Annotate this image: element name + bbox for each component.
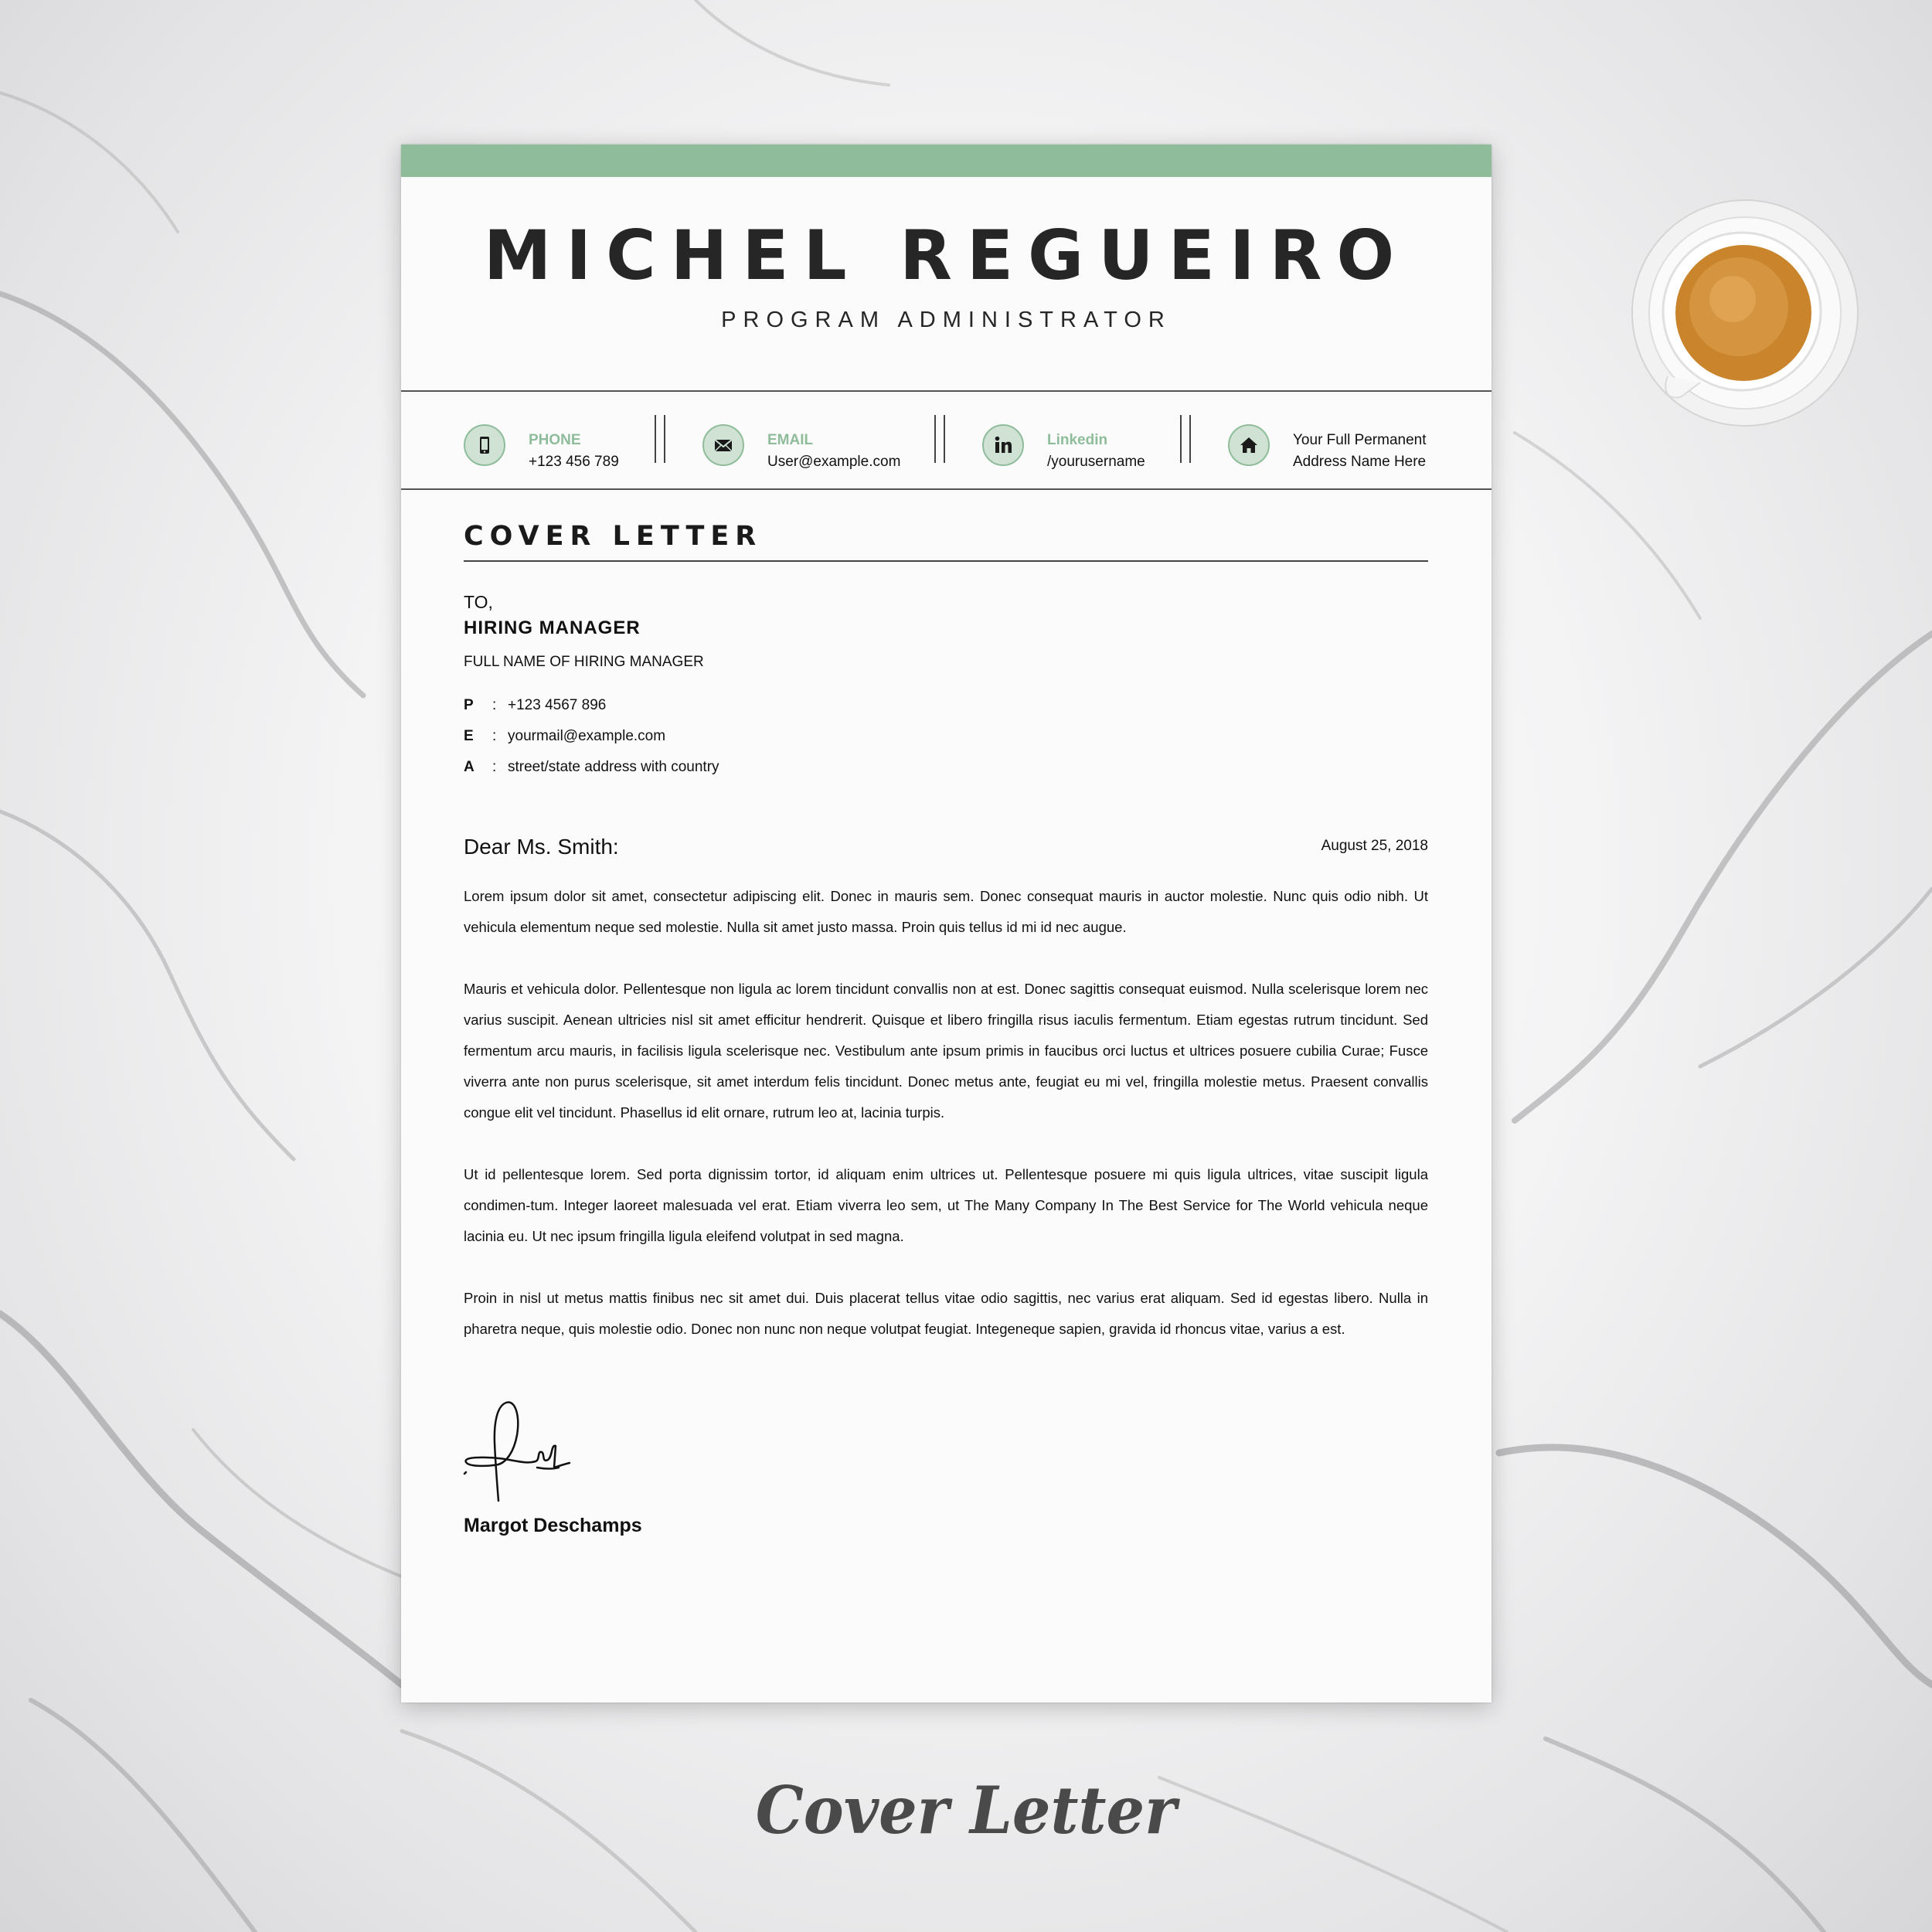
detail-key: E: [464, 728, 474, 744]
detail-colon: :: [492, 728, 497, 744]
body-paragraph: Ut id pellentesque lorem. Sed porta dignissim tortor, id aliquam enim ultrices ut. Pellentesque posuere mi quis ligula ultrices, vitae suscipit ligula condimen-tum. Integer laoreet malesuada vel erat. Etiam viverra leo sem, ut The Many Company In The Best Service for The World vehicula neque lacinia eu. Ut nec ipsum fringilla ligula eleifend volutpat in sed magna.: [464, 1166, 1428, 1244]
detail-colon: :: [492, 697, 497, 713]
email-value: User@example.com: [767, 454, 901, 470]
home-icon: [1228, 424, 1270, 466]
recipient-full-name: FULL NAME OF HIRING MANAGER: [464, 654, 704, 670]
accent-bar: [401, 145, 1492, 177]
coffee-cup-image: [1631, 199, 1859, 427]
section-rule: [464, 560, 1428, 562]
contact-separator: [934, 415, 945, 463]
detail-key: P: [464, 697, 474, 713]
phone-icon: [464, 424, 505, 466]
linkedin-value: /yourusername: [1047, 454, 1145, 470]
body-paragraph: Lorem ipsum dolor sit amet, consectetur adipiscing elit. Donec in mauris sem. Donec consequat mauris in auctor molestie. Nunc quis odio nibh. Ut vehicula elementum neque sed molestie. Nulla sit amet justo massa. Proin quis tellus id mi id nec augue.: [464, 888, 1428, 935]
body-paragraph: Proin in nisl ut metus mattis finibus nec sit amet dui. Duis placerat tellus vitae odio sagittis, nec varius erat aliquam. Sed id egestas libero. Nulla in pharetra neque, quis molestie odio. Donec non nunc non neque volutpat feugiat. Integeneque sapien, gravida id rhoncus vitae, varius a est.: [464, 1290, 1428, 1337]
footer-caption: Cover Letter: [755, 1773, 1177, 1849]
detail-value: yourmail@example.com: [508, 728, 666, 744]
linkedin-label: Linkedin: [1047, 432, 1108, 448]
letter-date: August 25, 2018: [1321, 838, 1428, 854]
detail-colon: :: [492, 759, 497, 775]
detail-value: street/state address with country: [508, 759, 719, 775]
cover-letter-page: [401, 145, 1492, 1702]
contact-separator: [1180, 415, 1191, 463]
address-line-2: Address Name Here: [1293, 454, 1427, 470]
address-line-1: Your Full Permanent: [1293, 432, 1427, 448]
email-icon: [702, 424, 744, 466]
recipient-title: HIRING MANAGER: [464, 617, 641, 638]
contact-separator: [655, 415, 665, 463]
signature-image: [460, 1396, 576, 1505]
email-label: EMAIL: [767, 432, 814, 448]
phone-label: PHONE: [529, 432, 581, 448]
candidate-name: MICHEL REGUEIRO: [483, 216, 1410, 295]
job-title: PROGRAM ADMINISTRATOR: [721, 308, 1172, 332]
linkedin-icon: [982, 424, 1024, 466]
greeting: Dear Ms. Smith:: [464, 835, 619, 859]
body-paragraph: Mauris et vehicula dolor. Pellentesque non ligula ac lorem tincidunt convallis non at est. Donec sagittis consequat euismod. Nulla scelerisque lorem nec varius suscipit. Aenean ultricies nisl sit amet efficitur hendrerit. Quisque et libero fringilla risus iaculis fermentum. Etiam egestas rutrum tincidunt. Sed fermentum arcu mauris, in facilisis ligula scelerisque nec. Vestibulum ante ipsum primis in faucibus orci luctus et ultrices posuere cubilia Curae; Fusce viverra ante non purus scelerisque, sit amet interdum felis tincidunt. Donec metus ante, feugiat eu mi vel, fringilla molestie metus. Praesent convallis congue elit vel tincidunt. Phasellus id elit ornare, rutrum leo at, lacinia turpis.: [464, 981, 1428, 1121]
header-top-rule: [401, 390, 1492, 392]
detail-value: +123 4567 896: [508, 697, 607, 713]
detail-key: A: [464, 759, 474, 775]
signer-name: Margot Deschamps: [464, 1515, 642, 1536]
phone-value: +123 456 789: [529, 454, 619, 470]
header-bottom-rule: [401, 488, 1492, 490]
recipient-to: TO,: [464, 592, 493, 612]
section-title: COVER LETTER: [464, 521, 763, 552]
